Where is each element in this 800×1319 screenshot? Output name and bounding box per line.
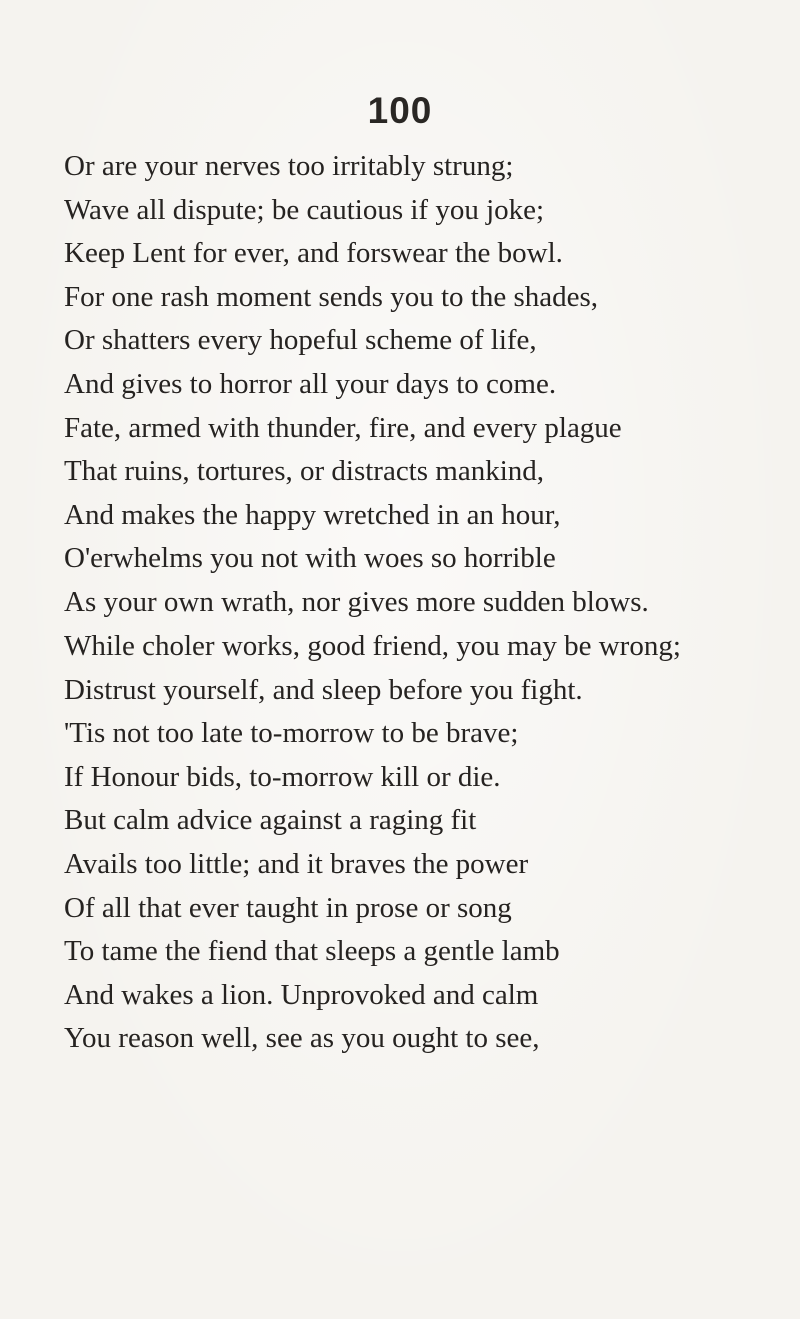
verse-line: Of all that ever taught in prose or song — [64, 891, 512, 924]
verse-line: Keep Lent for ever, and forswear the bowl. — [64, 237, 563, 270]
verse-line: Or are your nerves too irritably strung; — [64, 150, 514, 182]
stanza-1 — [64, 145, 794, 625]
verse-line: That ruins, tortures, or distracts mankind, — [64, 455, 545, 488]
verse-line: Distrust yourself, and sleep before you fight. — [64, 673, 583, 706]
verse-line: To tame the fiend that sleeps a gentle lamb — [64, 935, 560, 968]
verse-line: You reason well, see as you ought to see, — [64, 1022, 540, 1055]
page-number: 100 — [367, 90, 433, 131]
verse-line: If Honour bids, to-morrow kill or die. — [64, 760, 501, 793]
verse-line: And wakes a lion. Unprovoked and calm — [64, 978, 539, 1011]
verse-line: Or shatters every hopeful scheme of life, — [64, 324, 537, 357]
verse-line: Fate, armed with thunder, fire, and every plague — [64, 411, 622, 444]
verse-line: Wave all dispute; be cautious if you joke; — [64, 193, 545, 226]
verse-line: O'erwhelms you not with woes so horrible — [64, 542, 556, 575]
verse-line: 'Tis not too late to-morrow to be brave; — [64, 717, 519, 750]
verse-line: While choler works, good friend, you may be wrong; — [64, 630, 681, 662]
verse-line: And gives to horror all your days to come. — [64, 367, 557, 400]
stanza-2 — [64, 625, 794, 1061]
verse-line: For one rash moment sends you to the shades, — [64, 280, 599, 313]
verse-line: Avails too little; and it braves the power — [64, 847, 529, 880]
verse-line: But calm advice against a raging fit — [64, 804, 477, 837]
verse-line: As your own wrath, nor gives more sudden blows. — [64, 585, 649, 618]
verse-line: And makes the happy wretched in an hour, — [64, 498, 561, 531]
